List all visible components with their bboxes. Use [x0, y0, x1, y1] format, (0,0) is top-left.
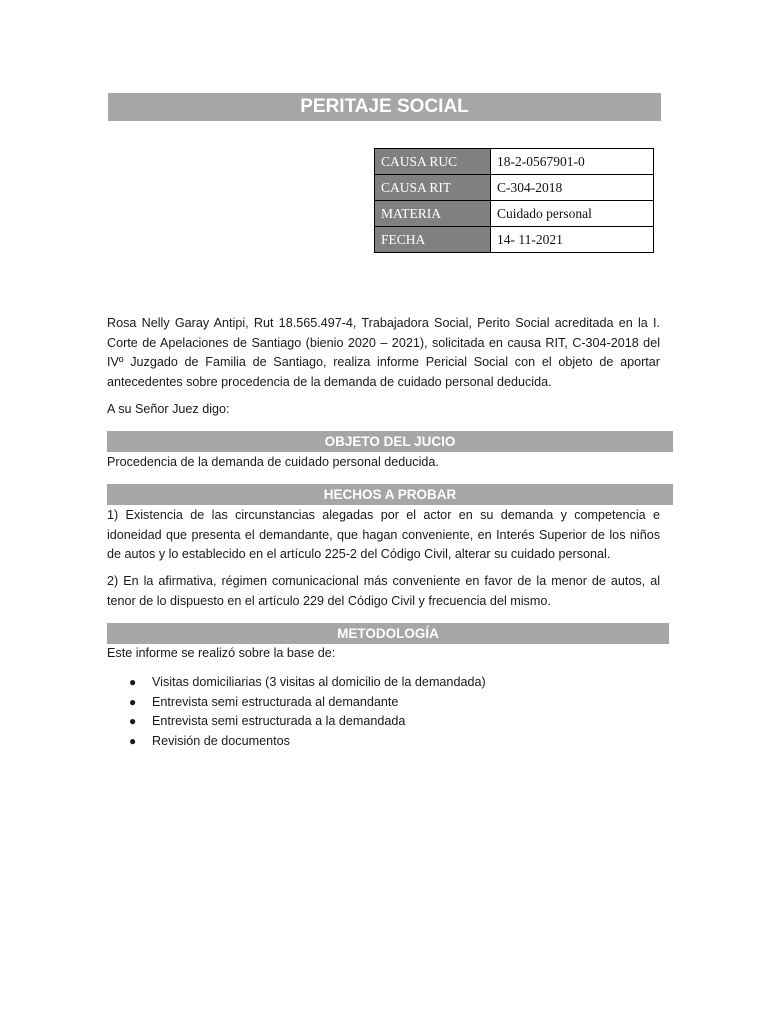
- list-item-text: Entrevista semi estructurada a la demandada: [152, 714, 406, 728]
- document-title: PERITAJE SOCIAL: [108, 93, 661, 121]
- hechos-item-2: 2) En la afirmativa, régimen comunicacional más conveniente en favor de la menor de autos, al tenor de lo dispuesto en el artículo 229 del Código Civil y frecuencia del mismo.: [107, 574, 660, 608]
- fecha-value: 14- 11-2021: [491, 227, 654, 253]
- case-info-table: [374, 148, 654, 253]
- list-item-text: Entrevista semi estructurada al demandante: [152, 694, 399, 709]
- bullet-icon: ●: [129, 675, 137, 689]
- table-row: [375, 227, 654, 253]
- table-row: [375, 175, 654, 201]
- list-item: [107, 693, 660, 713]
- list-item: [107, 712, 660, 732]
- bullet-icon: ●: [129, 714, 137, 728]
- list-item-text: Revisión de documentos: [152, 733, 290, 748]
- methodology-list: [107, 673, 660, 751]
- fecha-label: FECHA: [375, 227, 491, 253]
- case-ruc-label: CAUSA RUC: [375, 149, 491, 175]
- materia-label: MATERIA: [375, 201, 491, 227]
- metodologia-intro: Este informe se realizó sobre la base de:: [107, 646, 336, 660]
- section-heading-hechos: HECHOS A PROBAR: [107, 484, 673, 505]
- list-item-text: Visitas domiciliarias (3 visitas al domicilio de la demandada): [152, 675, 486, 689]
- table-row: [375, 149, 654, 175]
- bullet-icon: ●: [129, 733, 137, 748]
- intro-paragraph: Rosa Nelly Garay Antipi, Rut 18.565.497-4, Trabajadora Social, Perito Social acreditada en la I. Corte de Apelaciones de Santiago (bienio 2020 – 2021), solicitada en causa RIT, C-304-2018 del IVº Juzgado de Familia de Santiago, realiza informe Pericial Social con el objeto de aportar antecedentes sobre procedencia de la demanda de cuidado personal deducida.: [107, 316, 660, 389]
- case-rit-value: C-304-2018: [491, 175, 654, 201]
- list-item: [107, 732, 660, 752]
- section-heading-objeto: OBJETO DEL JUCIO: [107, 431, 673, 452]
- bullet-icon: ●: [129, 694, 137, 709]
- objeto-text: Procedencia de la demanda de cuidado personal deducida.: [107, 455, 439, 469]
- case-rit-label: CAUSA RIT: [375, 175, 491, 201]
- case-ruc-value: 18-2-0567901-0: [491, 149, 654, 175]
- hechos-item-1: 1) Existencia de las circunstancias alegadas por el actor en su demanda y competencia e idoneidad que presenta el demandante, que hagan conveniente, en Interés Superior de los niños de autos y lo establecido en el artículo 225-2 del Código Civil, alterar su cuidado personal.: [107, 508, 660, 561]
- salutation: A su Señor Juez digo:: [107, 402, 230, 416]
- materia-value: Cuidado personal: [491, 201, 654, 227]
- section-heading-metodologia: METODOLOGÍA: [107, 623, 669, 644]
- table-row: [375, 201, 654, 227]
- list-item: [107, 673, 660, 693]
